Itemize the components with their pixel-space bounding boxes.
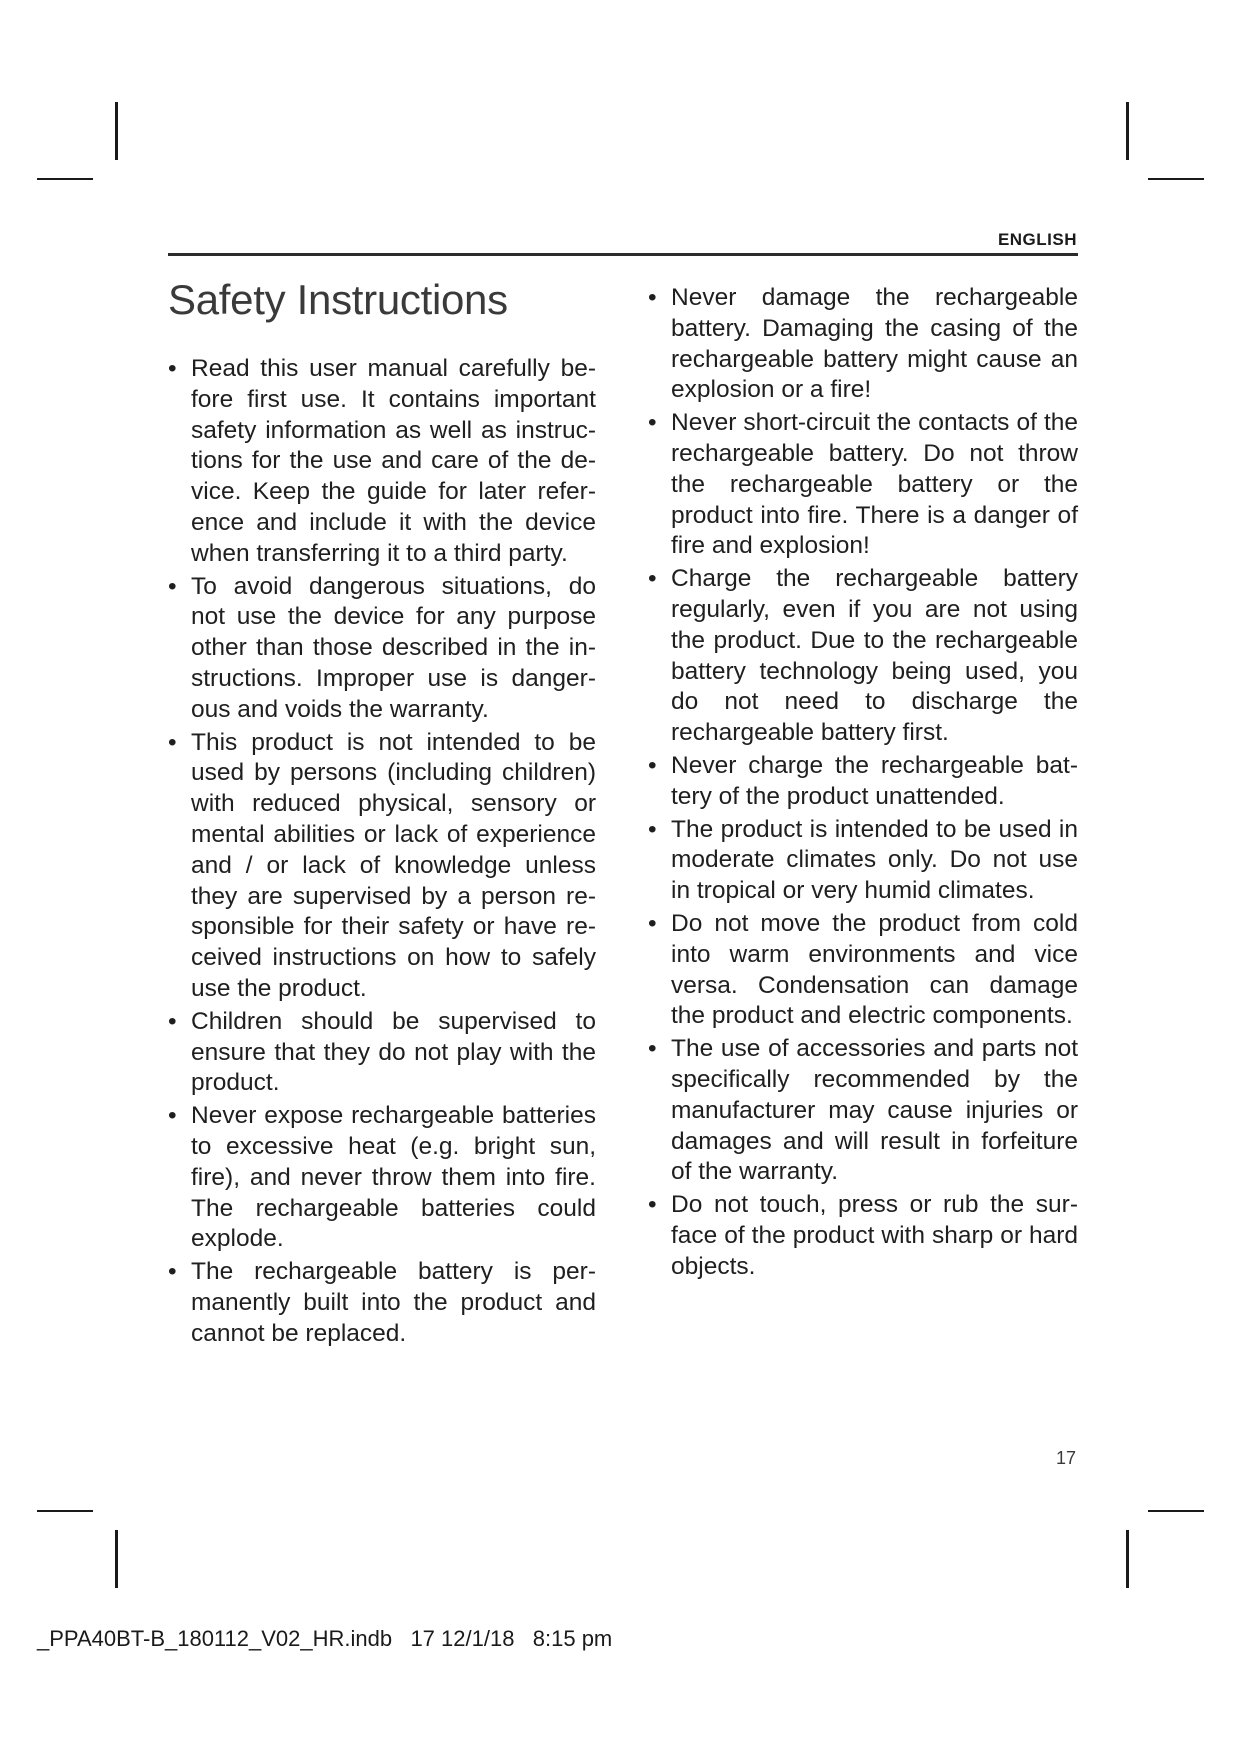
list-item bbox=[168, 572, 596, 726]
crop-mark-bottom-right-vertical bbox=[1126, 1530, 1129, 1588]
list-item bbox=[648, 909, 1078, 1032]
list-item bbox=[648, 1034, 1078, 1188]
list-item bbox=[648, 564, 1078, 749]
crop-mark-top-right-vertical bbox=[1126, 102, 1129, 160]
list-item-text: Read this user manual carefully before first use. It contains important safety information as well as instructions for the use and care of the device. Keep the guide for later reference and include it with the device when transferring it to a third party. bbox=[191, 355, 596, 567]
bullet-icon: • bbox=[648, 1035, 657, 1063]
list-item-text: The rechargeable battery is permanently built into the product and cannot be replaced. bbox=[191, 1258, 596, 1347]
list-item bbox=[648, 408, 1078, 562]
bullet-icon: • bbox=[648, 565, 657, 593]
bullet-icon: • bbox=[168, 1007, 177, 1035]
bullet-icon: • bbox=[648, 284, 657, 311]
crop-mark-top-left-vertical bbox=[115, 102, 118, 160]
page-title: Safety Instructions bbox=[168, 276, 508, 323]
bullet-icon: • bbox=[168, 355, 177, 382]
list-item-text: Never short-circuit the contacts of the rechargeable battery. Do not throw the rechargeable battery or the product into fire. There is a danger of fire and explosion! bbox=[671, 409, 1078, 560]
bullet-icon: • bbox=[168, 572, 177, 600]
list-item bbox=[168, 1007, 596, 1099]
list-item-text: Children should be supervised to ensure that they do not play with the product. bbox=[191, 1007, 596, 1097]
crop-mark-bottom-left-vertical bbox=[115, 1530, 118, 1588]
list-item-text: To avoid dangerous situations, do not use the device for any purpose other than those described in the instructions. Improper use is dangerous and voids the warranty. bbox=[191, 572, 596, 723]
bullet-icon: • bbox=[648, 409, 657, 437]
list-item bbox=[648, 815, 1078, 907]
list-item-text: Do not touch, press or rub the surface of the product with sharp or hard objects. bbox=[671, 1191, 1078, 1280]
crop-mark-top-right-horizontal bbox=[1148, 178, 1204, 180]
bullet-icon: • bbox=[168, 1258, 177, 1286]
list-item bbox=[168, 1257, 596, 1349]
list-item bbox=[168, 1101, 596, 1255]
language-label: ENGLISH bbox=[997, 230, 1077, 249]
list-item-text: This product is not intended to be used by persons (including children) with reduced physical, sensory or mental abilities or lack of experience and / or lack of knowledge unless they are supervised by a person responsible for their safety or have received instructions on how to safely use the product. bbox=[191, 728, 596, 1002]
list-item bbox=[168, 728, 596, 1005]
page-number: 17 bbox=[1055, 1448, 1076, 1468]
bullet-icon: • bbox=[648, 909, 657, 937]
list-item bbox=[648, 1190, 1078, 1282]
right-column bbox=[648, 283, 1078, 1285]
list-item-text: Do not move the product from cold into warm environments and vice versa. Condensation can damage the product and electric components. bbox=[671, 909, 1078, 1030]
crop-mark-bottom-right-horizontal bbox=[1148, 1510, 1204, 1512]
crop-mark-bottom-left-horizontal bbox=[37, 1510, 93, 1512]
bullet-icon: • bbox=[648, 751, 657, 779]
list-item bbox=[648, 751, 1078, 813]
header-rule bbox=[168, 253, 1078, 256]
bullet-icon: • bbox=[648, 815, 657, 843]
list-item-text: Charge the rechargeable battery regularly, even if you are not using the product. Due to the rechargeable battery technology being used, you do not need to discharge the rechargeable battery first. bbox=[671, 565, 1078, 747]
left-column bbox=[168, 354, 596, 1352]
bullet-icon: • bbox=[168, 728, 177, 756]
list-item-text: Never damage the rechargeable battery. Damaging the casing of the rechargeable battery might cause an explosion or a fire! bbox=[671, 284, 1078, 404]
list-item bbox=[168, 354, 596, 570]
list-item-text: Never charge the rechargeable battery of the product unattended. bbox=[671, 751, 1078, 810]
list-item-text: The use of accessories and parts not specifically recommended by the manufacturer may cause injuries or damages and will result in forfeiture of the warranty. bbox=[671, 1035, 1078, 1186]
list-item-text: The product is intended to be used in moderate climates only. Do not use in tropical or very humid climates. bbox=[671, 815, 1078, 905]
bullet-icon: • bbox=[648, 1191, 657, 1219]
print-slug: _PPA40BT-B_180112_V02_HR.indb 17 12/1/18 8:15 pm bbox=[37, 1626, 613, 1651]
list-item bbox=[648, 283, 1078, 406]
list-item-text: Never expose rechargeable batteries to excessive heat (e.g. bright sun, fire), and never throw them into fire. The rechargeable batteries could explode. bbox=[191, 1102, 596, 1253]
bullet-icon: • bbox=[168, 1102, 177, 1130]
crop-mark-top-left-horizontal bbox=[37, 178, 93, 180]
